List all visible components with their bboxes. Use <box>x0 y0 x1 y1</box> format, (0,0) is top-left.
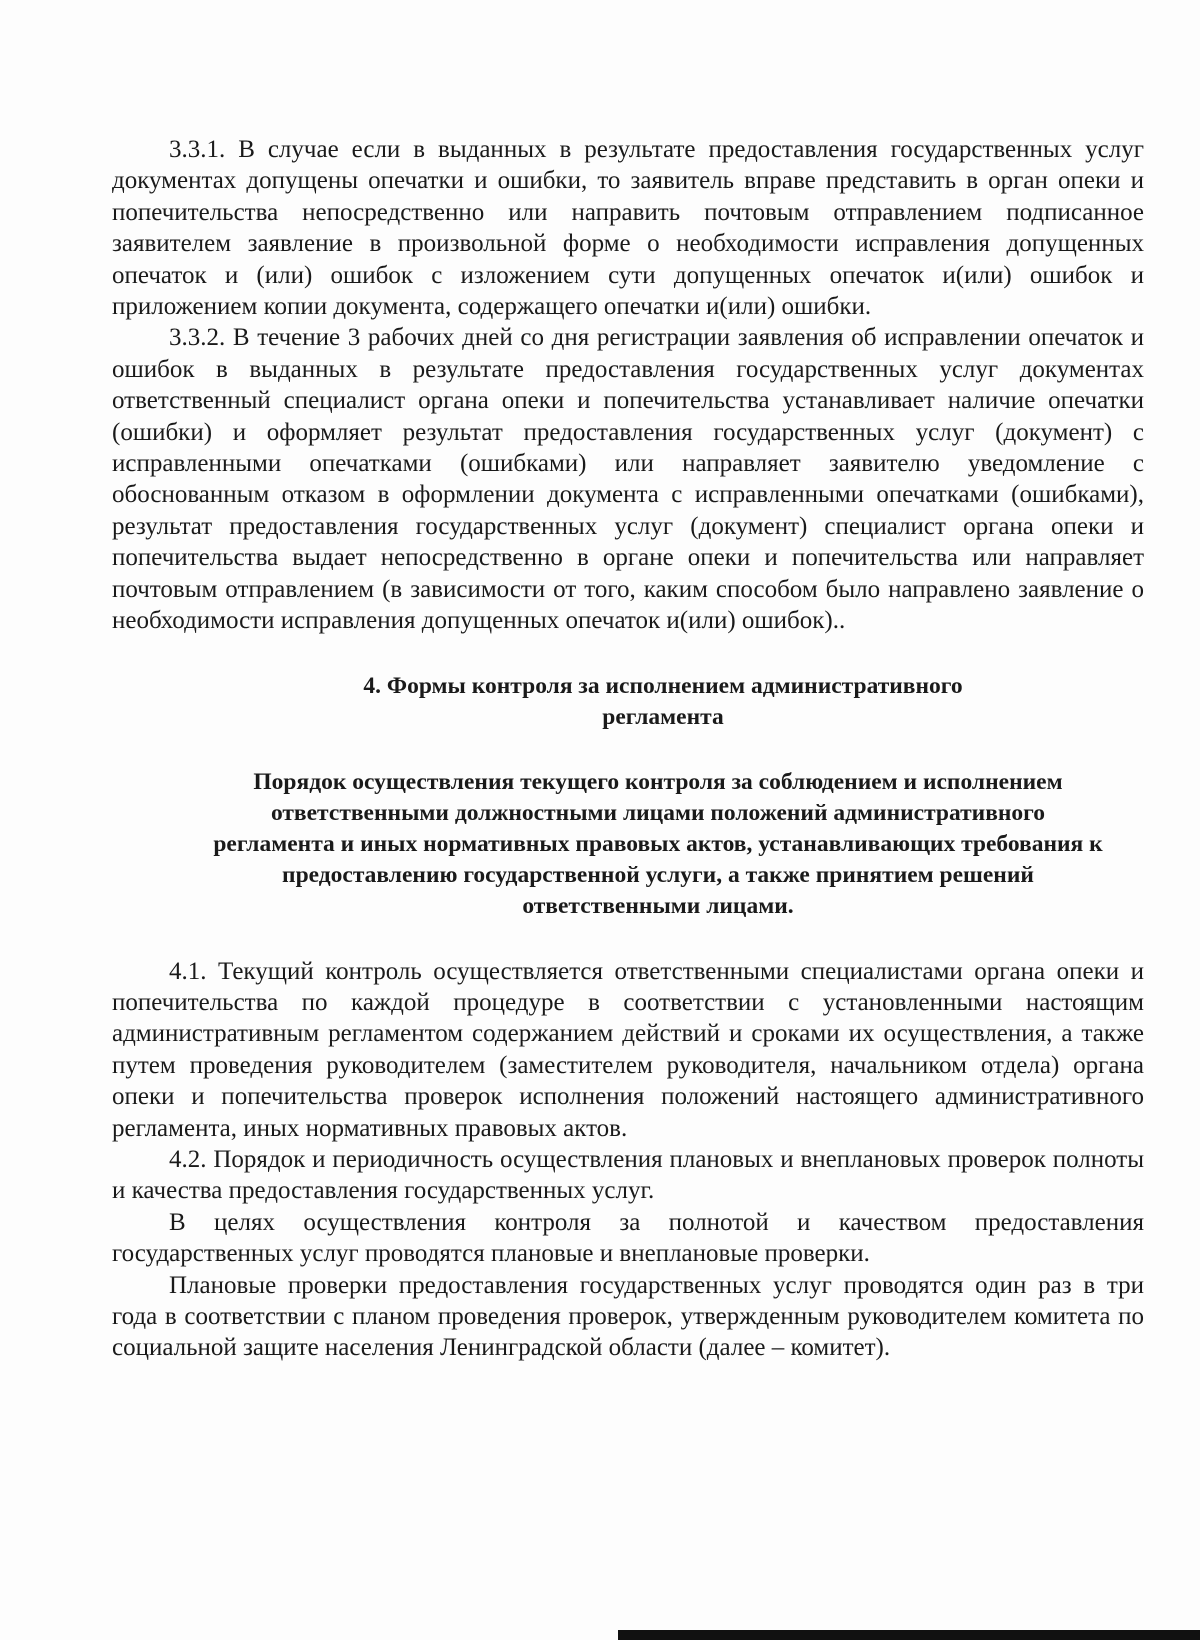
subsection-heading: Порядок осуществления текущего контроля за соблюдением и исполнением ответственными должностными лицами положений административного регламента и иных нормативных правовых актов, устанавливающих требования к предоставлению государственной услуги, а также принятием решений ответственными лицами. <box>213 768 1103 919</box>
paragraph-control-purpose: В целях осуществления контроля за полнотой и качеством предоставления государственных услуг проводятся плановые и внеплановые проверки. <box>112 1208 1144 1268</box>
document-body <box>112 134 1144 1364</box>
paragraph-4-2: 4.2. Порядок и периодичность осуществления плановых и внеплановых проверок полноты и качества предоставления государственных услуг. <box>112 1145 1144 1205</box>
paragraph-4-1: 4.1. Текущий контроль осуществляется ответственными специалистами органа опеки и попечительства по каждой процедуре в соответствии с установленными настоящим административным регламентом содержанием действий и сроками их осуществления, а также путем проведения руководителем (заместителем руководителя, начальником отдела) органа опеки и попечительства проверок исполнения положений настоящего административного регламента, иных нормативных правовых актов. <box>112 957 1144 1142</box>
paragraph-planned-inspections: Плановые проверки предоставления государственных услуг проводятся один раз в три года в соответствии с планом проведения проверок, утвержденным руководителем комитета по социальной защите населения Ленинградской области (далее – комитет). <box>112 1271 1144 1362</box>
scan-edge-bar <box>618 1630 1200 1640</box>
paragraph-3-3-1: 3.3.1. В случае если в выданных в результате предоставления государственных услуг документах допущены опечатки и ошибки, то заявитель вправе представить в орган опеки и попечительства непосредственно или направить почтовым отправлением подписанное заявителем заявление в произвольной форме о необходимости исправления допущенных опечаток и (или) ошибок с изложением сути допущенных опечаток и(или) ошибок и приложением копии документа, содержащего опечатки и(или) ошибки. <box>112 136 1144 321</box>
section-heading: 4. Формы контроля за исполнением административного регламента <box>363 672 963 730</box>
paragraph-3-3-2: 3.3.2. В течение 3 рабочих дней со дня регистрации заявления об исправлении опечаток и ошибок в выданных в результате предоставления государственных услуг документах ответственный специалист органа опеки и попечительства устанавливает наличие опечатки (ошибки) и оформляет результат предоставления государственных услуг (документ) с исправленными опечатками (ошибками) или направляет заявителю уведомление с обоснованным отказом в оформлении документа с исправленными опечатками (ошибками), результат предоставления государственных услуг (документ) специалист органа опеки и попечительства выдает непосредственно в органе опеки и попечительства или направляет почтовым отправлением (в зависимости от того, каким способом было направлено заявление о необходимости исправления допущенных опечаток и(или) ошибок).. <box>112 324 1144 635</box>
